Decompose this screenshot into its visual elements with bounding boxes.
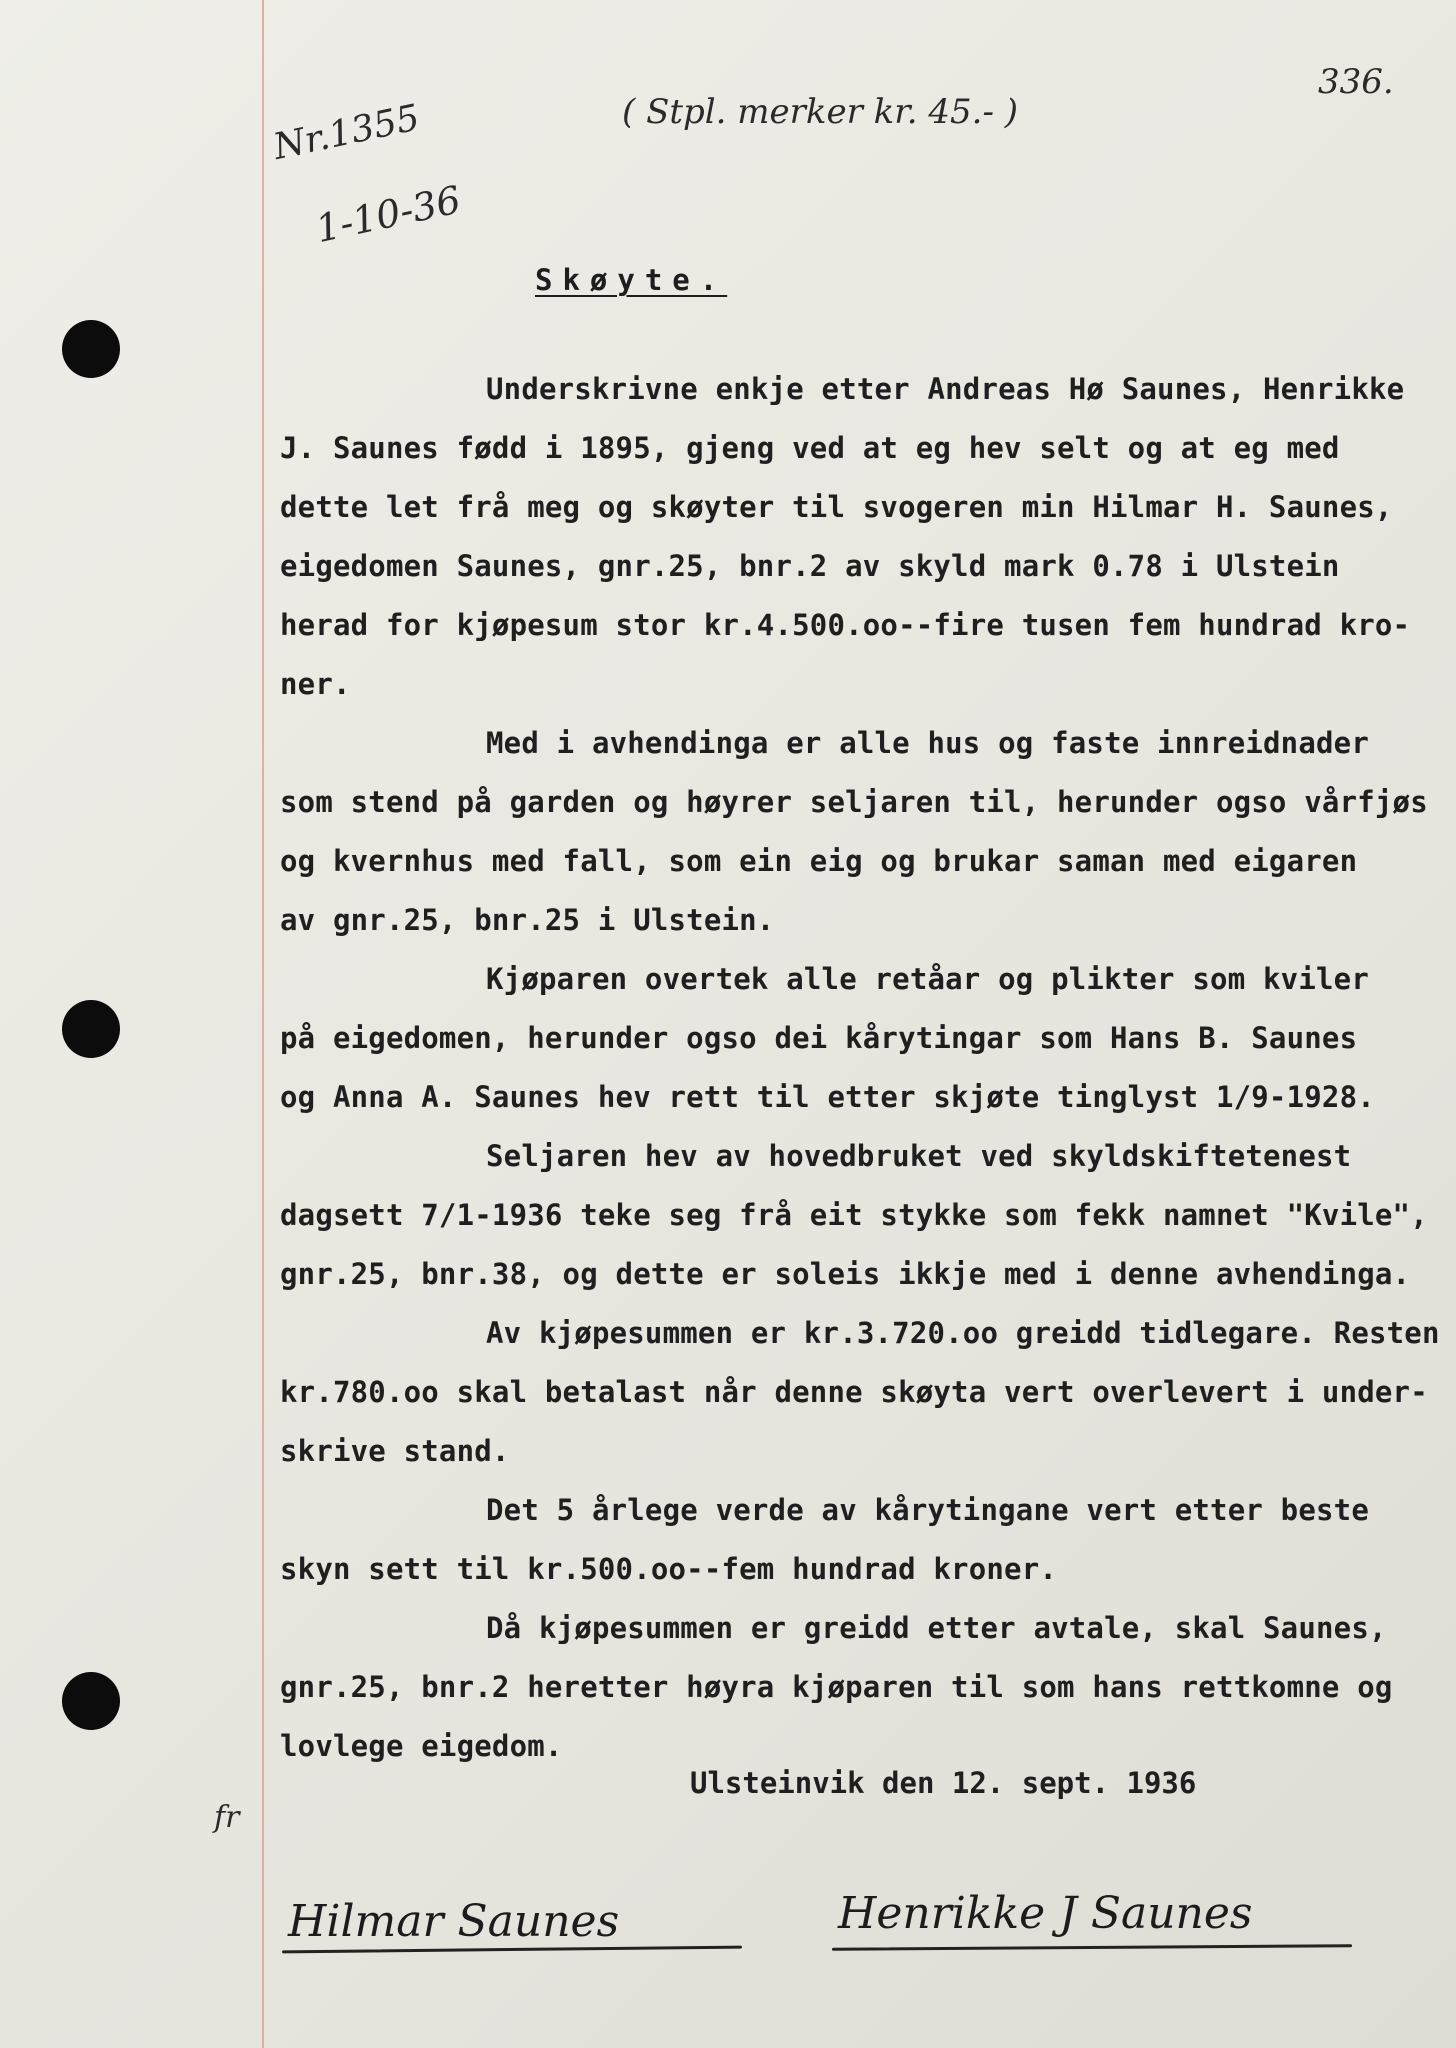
text-line: Underskrivne enkje etter Andreas Hø Saunes, Henrikke	[486, 372, 1405, 406]
text-line: Det 5 årlege verde av kårytingane vert etter beste	[486, 1493, 1369, 1527]
text-line: herad for kjøpesum stor kr.4.500.oo--fire tusen fem hundrad kro-	[280, 608, 1411, 642]
text-line: dagsett 7/1-1936 teke seg frå eit stykke som fekk namnet "Kvile",	[280, 1198, 1428, 1232]
text-line: som stend på garden og høyrer seljaren til, herunder ogso vårfjøs	[280, 785, 1428, 819]
place-date: Ulsteinvik den 12. sept. 1936	[690, 1766, 1197, 1800]
signature-underline-seller	[832, 1944, 1352, 1951]
stamp-note: ( Stpl. merker kr. 45.- )	[622, 92, 1019, 132]
text-line: kr.780.oo skal betalast når denne skøyta vert overlevert i under-	[280, 1375, 1428, 1409]
text-line: J. Saunes fødd i 1895, gjeng ved at eg hev selt og at eg med	[280, 431, 1340, 465]
text-line: lovlege eigedom.	[280, 1729, 563, 1763]
punch-hole-top	[62, 320, 120, 378]
text-line: Seljaren hev av hovedbruket ved skyldskiftetenest	[486, 1139, 1352, 1173]
text-line: Då kjøpesummen er greidd etter avtale, skal Saunes,	[486, 1611, 1387, 1645]
text-line: og kvernhus med fall, som ein eig og brukar saman med eigaren	[280, 844, 1358, 878]
text-line: eigedomen Saunes, gnr.25, bnr.2 av skyld mark 0.78 i Ulstein	[280, 549, 1340, 583]
registration-date: 1-10-36	[312, 177, 465, 252]
document-title: Skøyte.	[535, 263, 728, 297]
page-number: 336.	[1318, 62, 1394, 102]
punch-hole-bottom	[62, 1672, 120, 1730]
text-line: skyn sett til kr.500.oo--fem hundrad kroner.	[280, 1552, 1058, 1586]
text-line: på eigedomen, herunder ogso dei kårytingar som Hans B. Saunes	[280, 1021, 1358, 1055]
text-line: og Anna A. Saunes hev rett til etter skjøte tinglyst 1/9-1928.	[280, 1080, 1375, 1114]
signature-seller: Henrikke J Saunes	[838, 1888, 1253, 1939]
punch-hole-middle	[62, 1000, 120, 1058]
text-line: dette let frå meg og skøyter til svogeren min Hilmar H. Saunes,	[280, 490, 1393, 524]
text-line: gnr.25, bnr.2 heretter høyra kjøparen til som hans rettkomne og	[280, 1670, 1393, 1704]
text-line: skrive stand.	[280, 1434, 510, 1468]
deed-body	[280, 360, 1440, 1776]
text-line: ner.	[280, 667, 351, 701]
text-line: Kjøparen overtek alle retåar og plikter som kviler	[486, 962, 1369, 996]
text-line: Med i avhendinga er alle hus og faste innreidnader	[486, 726, 1369, 760]
margin-line	[262, 0, 264, 2048]
margin-mark: fr	[214, 1800, 240, 1835]
signature-buyer: Hilmar Saunes	[288, 1896, 620, 1947]
text-line: av gnr.25, bnr.25 i Ulstein.	[280, 903, 775, 937]
text-line: Av kjøpesummen er kr.3.720.oo greidd tidlegare. Resten	[486, 1316, 1440, 1350]
registration-number: Nr.1355	[270, 97, 424, 169]
text-line: gnr.25, bnr.38, og dette er soleis ikkje med i denne avhendinga.	[280, 1257, 1411, 1291]
